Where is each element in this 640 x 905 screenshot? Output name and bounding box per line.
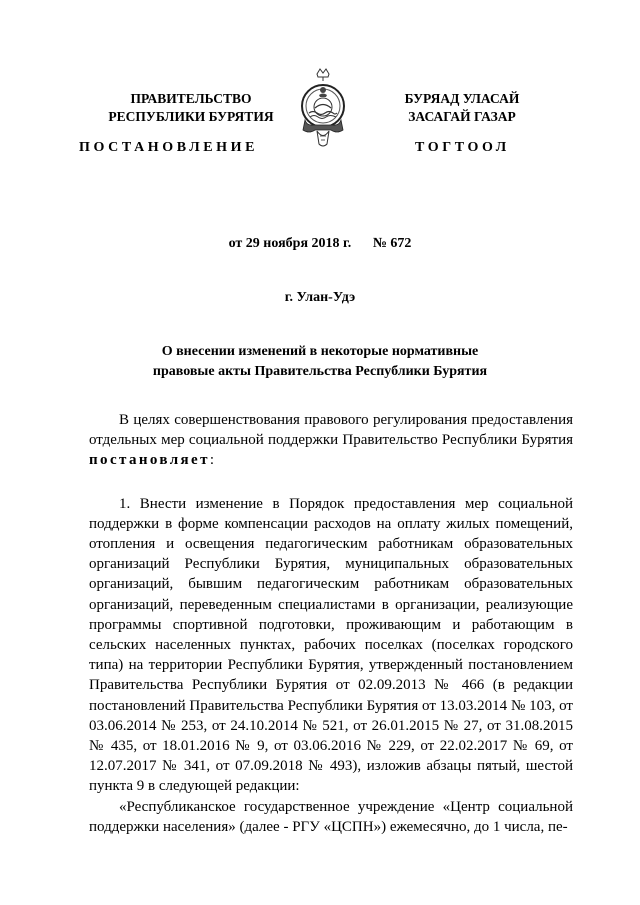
doc-type-left: ПОСТАНОВЛЕНИЕ xyxy=(79,140,259,155)
document-title xyxy=(100,342,540,382)
document-number: № 672 xyxy=(372,236,412,251)
coat-of-arms-icon xyxy=(297,68,349,150)
header-left-line1: ПРАВИТЕЛЬСТВО xyxy=(130,91,252,106)
header-right-line1: БУРЯАД УЛАСАЙ xyxy=(404,91,520,106)
preamble-text: В целях совершенствования правового регулирования предоставления отдельных мер социальной поддержки Правительство Республики Бурятия xyxy=(89,412,573,449)
paragraph-1: 1. Внести изменение в Порядок предоставления мер социальной поддержки в форме компенсации расходов на оплату жилых помещений, отопления и освещения педагогическим работникам образовательных организаций Республики Бурятия, муниципальных образовательных организаций, бывшим педагогическим работникам образовательных организаций, переведенным специалистами в организации, реализующие программы спортивной подготовки, проживающим и работающим в сельских населенных пунктах, рабочих поселках (поселках городского типа) на территории Республики Бурятия, утвержденный постановлением Правительства Республики Бурятия от 02.09.2013 № 466 (в редакции постановлений Правительства Республики Бурятия от 13.03.2014 № 103, от 03.06.2014 № 253, от 24.10.2014 № 521, от 26.01.2015 № 27, от 31.08.2015 № 435, от 18.01.2016 № 9, от 03.06.2016 № 229, от 22.02.2017 № 69, от 12.07.2017 № 341, от 07.09.2018 № 493), изложив абзацы пятый, шестой пункта 9 в следующей редакции: xyxy=(89,495,573,795)
header-left xyxy=(96,90,286,126)
preamble-paragraph xyxy=(89,410,573,471)
preamble-emphasis: постановляет xyxy=(89,452,210,469)
paragraph-2: «Республиканское государственное учреждение «Центр социальной поддержки населения» (далее - РГУ «ЦСПН») ежемесячно, до 1 числа, пе- xyxy=(89,798,573,835)
document-city: г. Улан-Удэ xyxy=(284,290,356,305)
preamble-end: : xyxy=(209,452,215,469)
date-number-line xyxy=(0,236,640,252)
document-date: от 29 ноября 2018 г. xyxy=(228,236,352,251)
header-right-line2: ЗАСАГАЙ ГАЗАР xyxy=(408,109,516,124)
header-left-line2: РЕСПУБЛИКИ БУРЯТИЯ xyxy=(108,109,274,124)
doc-type-right: ТОГТООЛ xyxy=(415,140,510,155)
title-line2: правовые акты Правительства Республики Бурятия xyxy=(152,364,488,379)
header-right xyxy=(378,90,546,126)
title-line1: О внесении изменений в некоторые нормативные xyxy=(161,344,479,359)
document-body xyxy=(89,410,573,837)
